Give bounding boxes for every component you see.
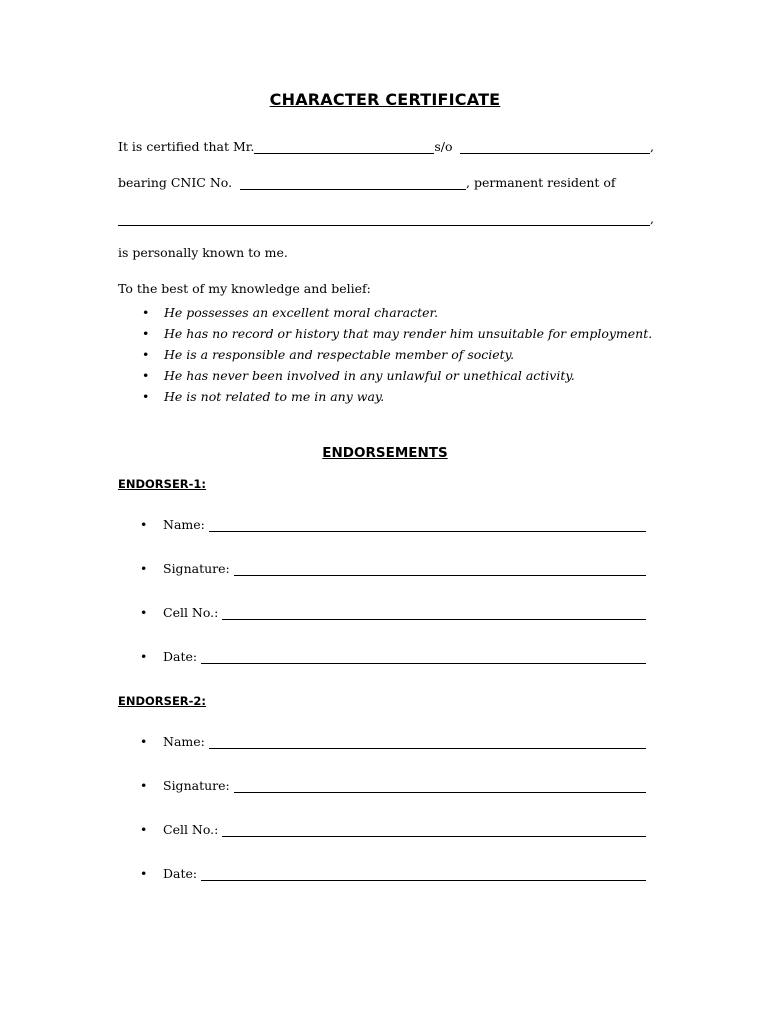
field-label: Cell No.: (163, 605, 219, 620)
endorser-1-cell-field (140, 602, 646, 620)
address-comma: , (650, 211, 654, 226)
certify-line (118, 136, 654, 154)
certify-prefix: It is certified that Mr. (118, 139, 255, 154)
belief-list (118, 305, 654, 410)
bullet-icon: • (140, 561, 148, 576)
field-label: Signature: (163, 778, 230, 793)
belief-text: He is not related to me in any way. (164, 389, 385, 404)
endorsements-title: ENDORSEMENTS (322, 445, 448, 461)
belief-item (118, 305, 654, 320)
bullet-icon: • (140, 517, 148, 532)
field-label: Date: (163, 866, 198, 881)
field-label: Name: (163, 517, 205, 532)
signature-blank[interactable] (234, 779, 646, 793)
bullet-icon: • (142, 305, 150, 320)
endorser-2-name-field (140, 731, 646, 749)
cnic-line (118, 172, 654, 190)
field-label: Name: (163, 734, 205, 749)
endorser-2-signature-field (140, 775, 646, 793)
endorser-2-date-field (140, 863, 646, 881)
name-blank[interactable] (254, 140, 434, 154)
signature-blank[interactable] (234, 562, 646, 576)
so-label: s/o (434, 139, 453, 154)
field-label: Cell No.: (163, 822, 219, 837)
belief-text: He possesses an excellent moral character. (164, 305, 439, 320)
field-label: Date: (163, 649, 198, 664)
name-blank[interactable] (209, 735, 646, 749)
address-line (118, 208, 654, 226)
endorser-1-signature-field (140, 558, 646, 576)
bullet-icon: • (140, 734, 148, 749)
endorser-1-name-field (140, 514, 646, 532)
known-text: is personally known to me. (118, 245, 288, 260)
cell-blank[interactable] (222, 823, 646, 837)
bullet-icon: • (142, 389, 150, 404)
bullet-icon: • (142, 326, 150, 341)
bullet-icon: • (140, 822, 148, 837)
cell-blank[interactable] (222, 606, 646, 620)
date-blank[interactable] (201, 867, 646, 881)
belief-item (118, 347, 654, 362)
belief-item (118, 326, 654, 341)
belief-intro: To the best of my knowledge and belief: (118, 281, 371, 296)
belief-text: He is a responsible and respectable member of society. (164, 347, 515, 362)
bullet-icon: • (140, 778, 148, 793)
date-blank[interactable] (201, 650, 646, 664)
bullet-icon: • (140, 866, 148, 881)
father-name-blank[interactable] (460, 140, 650, 154)
endorser-1-heading: ENDORSER-1: (118, 477, 207, 491)
bullet-icon: • (140, 605, 148, 620)
certify-comma: , (650, 139, 654, 154)
endorser-1-date-field (140, 646, 646, 664)
belief-item (118, 368, 654, 383)
cnic-label: bearing CNIC No. (118, 175, 233, 190)
belief-text: He has no record or history that may render him unsuitable for employment. (164, 326, 653, 341)
cnic-suffix: , permanent resident of (466, 175, 616, 190)
address-blank[interactable] (118, 212, 650, 226)
page-title: CHARACTER CERTIFICATE (269, 90, 501, 109)
cnic-blank[interactable] (240, 176, 466, 190)
bullet-icon: • (142, 347, 150, 362)
name-blank[interactable] (209, 518, 646, 532)
bullet-icon: • (140, 649, 148, 664)
belief-item (118, 389, 654, 404)
endorser-2-cell-field (140, 819, 646, 837)
field-label: Signature: (163, 561, 230, 576)
endorser-2-heading: ENDORSER-2: (118, 694, 207, 708)
bullet-icon: • (142, 368, 150, 383)
belief-text: He has never been involved in any unlawful or unethical activity. (164, 368, 575, 383)
